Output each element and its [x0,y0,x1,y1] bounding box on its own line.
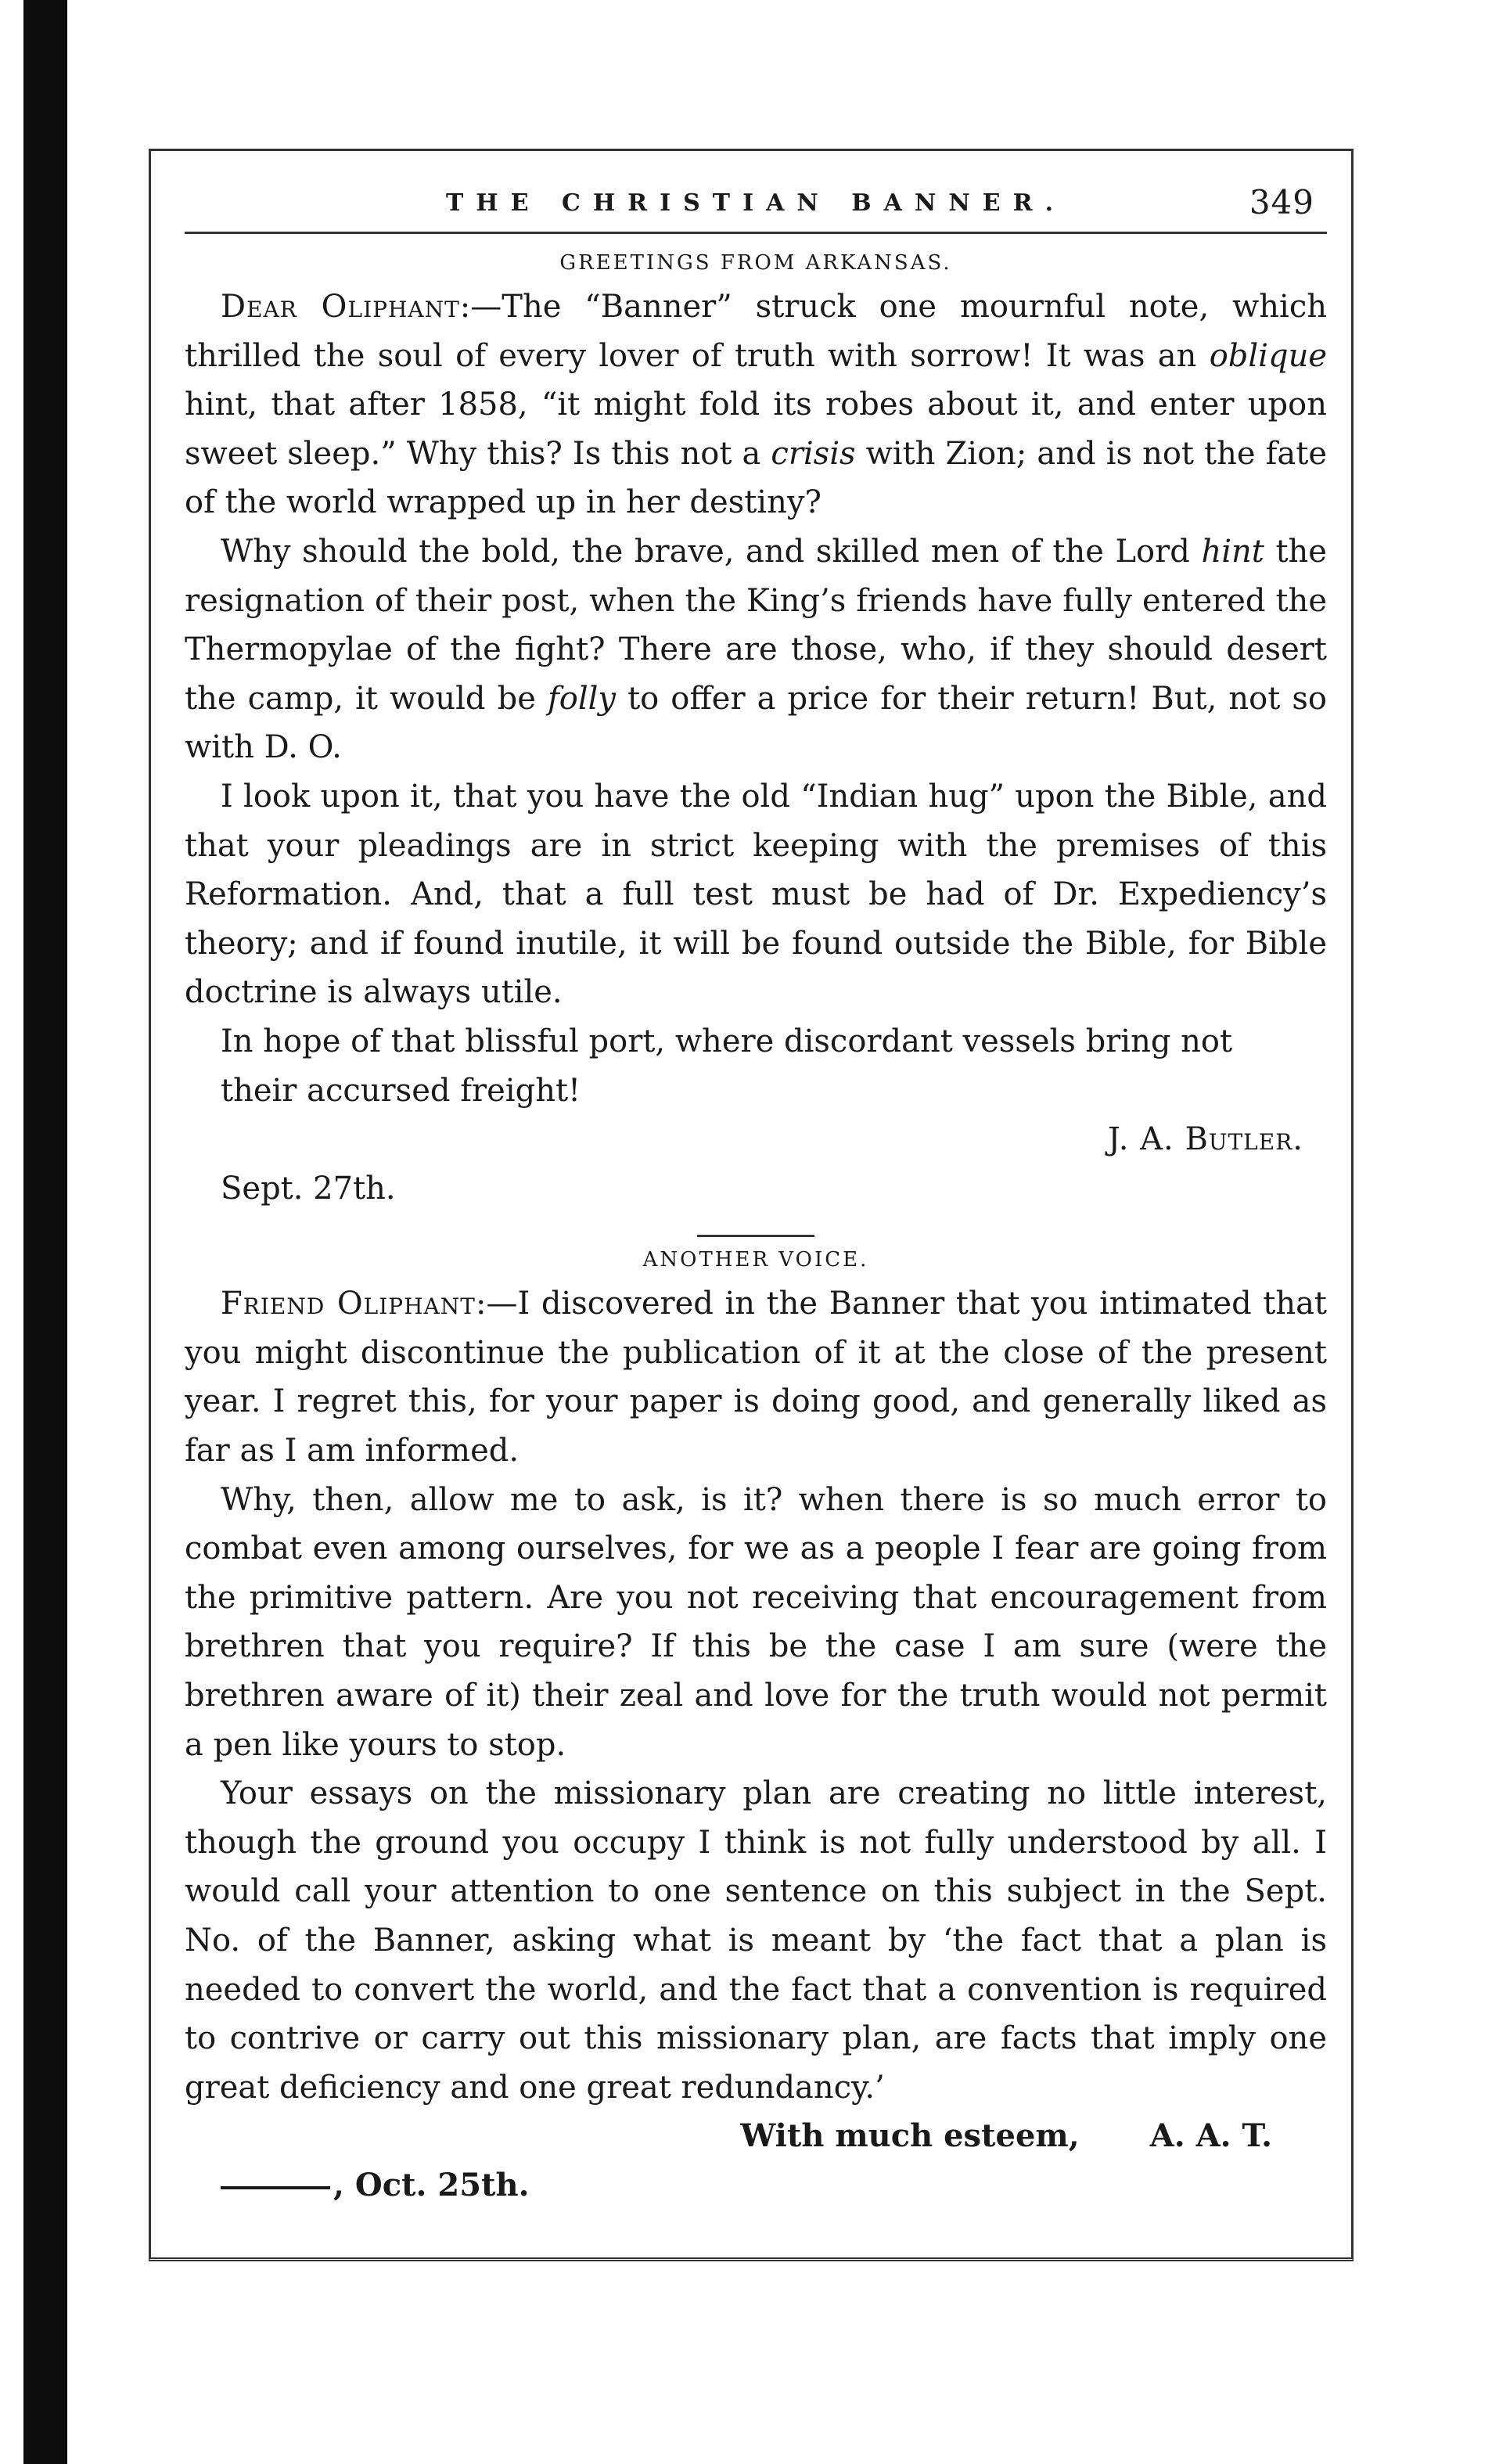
section-divider [697,1235,814,1237]
signature: J. A. Butler. [1107,1121,1303,1158]
section-heading: ANOTHER VOICE. [642,1248,869,1272]
dash-rule [221,2186,330,2189]
letter-date: Sept. 27th. [221,1170,396,1207]
section-heading: GREETINGS FROM ARKANSAS. [559,251,952,275]
signature-line [185,1115,1327,1164]
salutation: Dear Oliphant [221,289,460,325]
paragraph: Why, then, allow me to ask, is it? when there is so much error to combat even among ourselves, for we as a people I fear are going from the primitive pattern. Are you not receiving that encouragement from brethren that you require? If this be the case I am sure (were the brethren aware of it) their zeal and love for the truth would not permit a pen like yours to stop. [185,1481,1327,1763]
paragraph: Friend Oliphant:—I discovered in the Banner that you intimated that you might discontinue the publication of it at the close of the present year. I regret this, for your paper is doing good, and generally liked as far as I am informed. [185,1286,1328,1469]
paragraph: Your essays on the missionary plan are creating no little interest, though the ground you occupy I think is not fully understood by all. I would call your attention to one sentence on this subject in the Sept. No. of the Banner, asking what is meant by ‘the fact that a plan is needed to convert the world, and the fact that a convention is required to contrive or carry out this missionary plan, are facts that imply one great deficiency and one great redundancy.’ [185,1775,1327,2106]
paragraph: Why should the bold, the brave, and skilled men of the Lord hint the resignation of their post, when the King’s friends have fully entered the Thermopylae of the fight? There are those, who, if they should desert the camp, it would be folly to offer a price for their return! But, not so with D. O. [185,533,1327,766]
paragraph: I look upon it, that you have the old “Indian hug” upon the Bible, and that your pleadings are in strict keeping with the premises of this Reformation. And, that a full test must be had of Dr. Expediency’s theory; and if found inutile, it will be found outside the Bible, for Bible doctrine is always utile. [185,778,1327,1011]
running-title: THE CHRISTIAN BANNER. [445,189,1066,217]
paragraph: Dear Oliphant:—The “Banner” struck one mournful note, which thrilled the soul of every lover of truth with sorrow! It was an oblique hint, that after 1858, “it might fold its robes about it, and enter upon sweet sleep.” Why this? Is this not a crisis with Zion; and is not the fate of the world wrapped up in her destiny? [185,289,1327,521]
signature: A. A. T. [1149,2117,1272,2155]
letter-greetings-from-arkansas [185,251,1327,1213]
letter-another-voice [185,1248,1327,2210]
salutation: Friend Oliphant [221,1286,476,1322]
closing-text: In hope of that blissful port, where discordant vessels bring not their accursed freight! [221,1023,1233,1109]
page-content [185,172,1327,2210]
book-binding-edge [23,0,67,2464]
signature-line [185,1017,1327,1115]
closing: With much esteem, [740,2117,1080,2155]
page-number: 349 [1249,183,1314,221]
running-head [185,172,1327,234]
closing-line [185,2112,1327,2161]
letter-date: , Oct. 25th. [185,2161,1327,2210]
